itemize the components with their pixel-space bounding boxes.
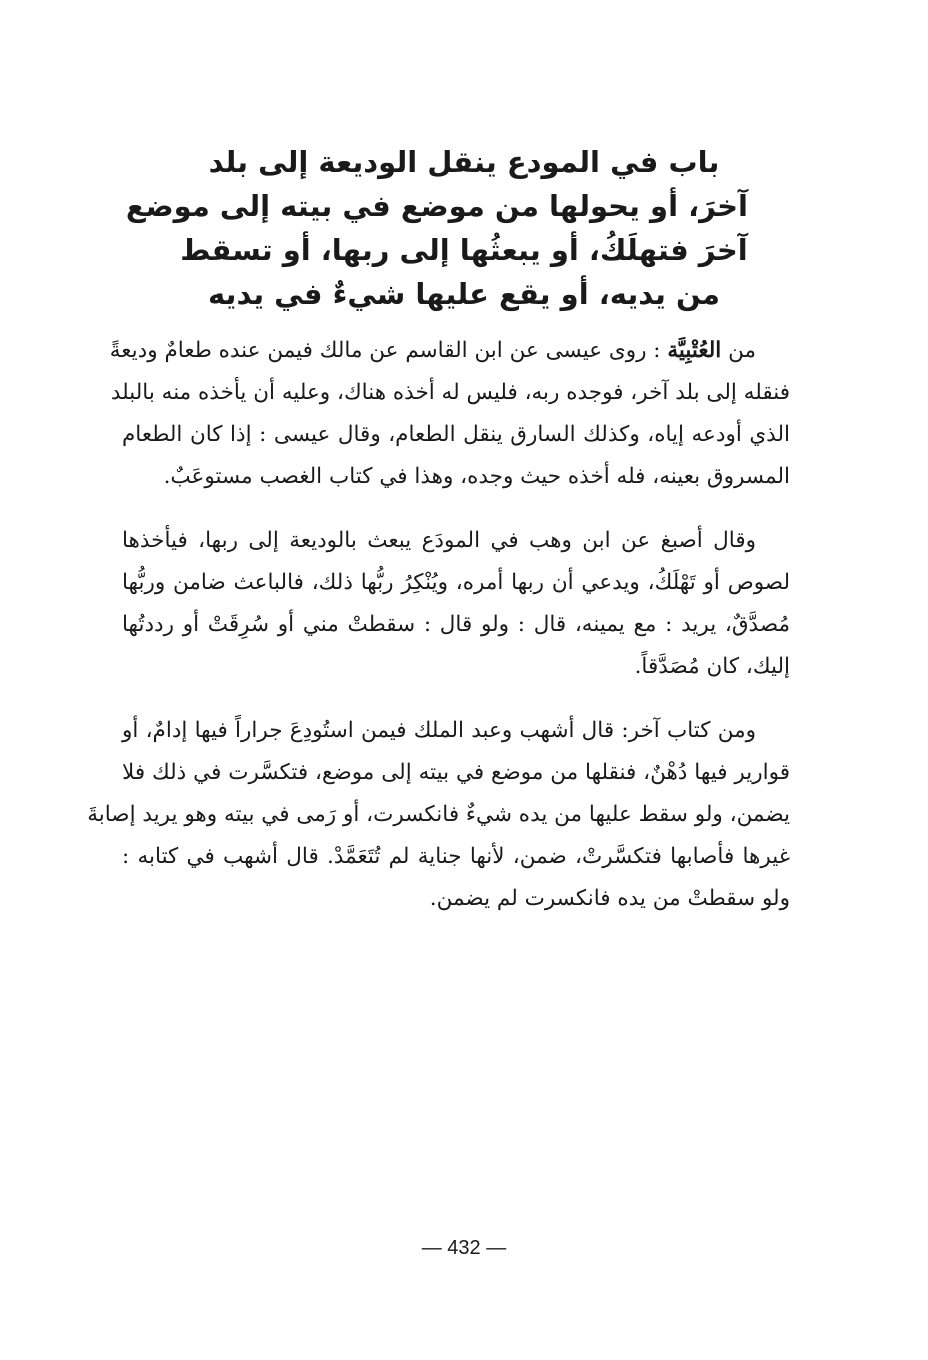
page-number: — 432 — [421, 1237, 507, 1259]
text-line [109, 330, 790, 372]
text-line: لصوص أو تَهْلَكُ، ويدعي أن ربها أمره، ويُنْكِرُ ربُّها ذلك، فالباعث ضامن وربُّها [122, 570, 790, 595]
text-line: المسروق بعينه، فله أخذه حيث وجده، وهذا في كتاب الغصب مستوعَبٌ. [163, 464, 790, 489]
text-line: ومن كتاب آخر: قال أشهب وعبد الملك فيمن استُودِعَ جراراً فيها إدامٌ، أو [122, 718, 756, 743]
body-text [87, 330, 790, 942]
text-run: : روى عيسى عن ابن القاسم عن مالك فيمن عنده طعامٌ وديعةً [109, 338, 668, 363]
heading-line: من يديه، أو يقع عليها شيءٌ في يديه [207, 277, 721, 311]
text-line: إليك، كان مُصَدَّقاً. [634, 654, 790, 679]
text-line: وقال أصبغ عن ابن وهب في المودَع يبعث بالوديعة إلى ربها، فيأخذها [122, 528, 756, 553]
source-name: العُتْبِيَّة [667, 338, 722, 363]
chapter-heading [125, 140, 748, 316]
text-line: مُصدَّقٌ، يريد : مع يمينه، قال : ولو قال : سقطتْ مني أو سُرِقَتْ أو رددتُها [122, 612, 790, 637]
text-line: الذي أودعه إياه، وكذلك السارق ينقل الطعام، وقال عيسى : إذا كان الطعام [122, 422, 790, 447]
text-prefix: من [721, 338, 756, 363]
text-line: ولو سقطتْ من يده فانكسرت لم يضمن. [429, 886, 790, 911]
heading-line: آخرَ، أو يحولها من موضع في بيته إلى موضع [125, 189, 748, 223]
text-line: يضمن، ولو سقط عليها من يده شيءٌ فانكسرت، أو رَمى في بيته وهو يريد إصابةَ [87, 802, 790, 827]
text-line: قوارير فيها دُهْنٌ، فنقلها من موضع في بيته إلى موضع، فتكسَّرت في ذلك فلا [122, 760, 790, 785]
paragraph-ashhab [87, 710, 790, 920]
paragraph-asbagh [122, 520, 790, 688]
heading-line: باب في المودع ينقل الوديعة إلى بلد [208, 145, 720, 179]
text-line: غيرها فأصابها فتكسَّرتْ، ضمن، لأنها جناية لم تُتَعَمَّدْ. قال أشهب في كتابه : [122, 844, 790, 869]
paragraph-utbiyya [109, 330, 790, 498]
text-line: فنقله إلى بلد آخر، فوجده ربه، فليس له أخذه هناك، وعليه أن يأخذه منه بالبلد [110, 380, 790, 405]
heading-line: آخرَ فتهلَكُ، أو يبعثُها إلى ربها، أو تسقط [180, 233, 748, 267]
